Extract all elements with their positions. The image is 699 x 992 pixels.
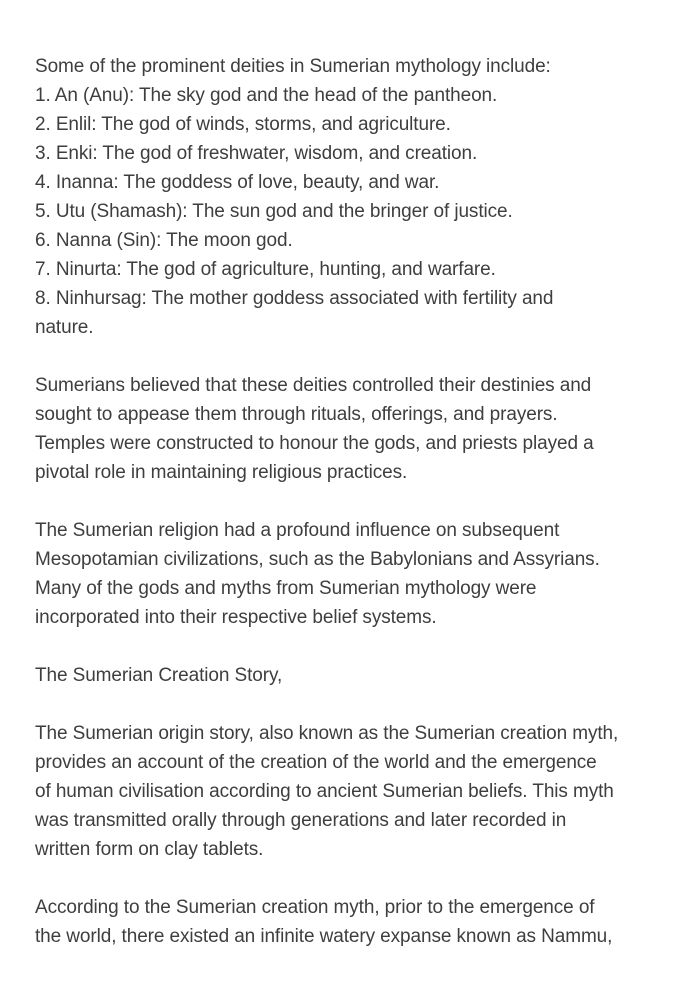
text-line: 5. Utu (Shamash): The sun god and the bringer of justice. xyxy=(35,201,513,222)
text-line: Temples were constructed to honour the gods, and priests played a xyxy=(35,433,594,454)
text-line: 4. Inanna: The goddess of love, beauty, and war. xyxy=(35,172,440,193)
text-line: Many of the gods and myths from Sumerian mythology were xyxy=(35,578,537,599)
text-line: pivotal role in maintaining religious practices. xyxy=(35,462,408,483)
text-line: 3. Enki: The god of freshwater, wisdom, and creation. xyxy=(35,143,478,164)
document-content xyxy=(35,52,669,951)
text-line: The Sumerian Creation Story, xyxy=(35,665,283,686)
text-line: 8. Ninhursag: The mother goddess associated with fertility and xyxy=(35,288,554,309)
text-line: incorporated into their respective belief systems. xyxy=(35,607,437,628)
paragraph-influence-paragraph xyxy=(35,516,669,632)
text-line: 7. Ninurta: The god of agriculture, hunting, and warfare. xyxy=(35,259,496,280)
text-line: of human civilisation according to ancient Sumerian beliefs. This myth xyxy=(35,781,614,802)
text-line: Sumerians believed that these deities controlled their destinies and xyxy=(35,375,592,396)
text-line: Mesopotamian civilizations, such as the Babylonians and Assyrians. xyxy=(35,549,600,570)
text-line: The Sumerian religion had a profound influence on subsequent xyxy=(35,520,560,541)
text-line: 6. Nanna (Sin): The moon god. xyxy=(35,230,293,251)
text-line: nature. xyxy=(35,317,94,338)
paragraph-nammu-paragraph xyxy=(35,893,669,951)
text-line: 2. Enlil: The god of winds, storms, and agriculture. xyxy=(35,114,451,135)
text-line: written form on clay tablets. xyxy=(35,839,264,860)
text-line: The Sumerian origin story, also known as the Sumerian creation myth, xyxy=(35,723,619,744)
paragraph-origin-story-paragraph xyxy=(35,719,669,864)
text-line: the world, there existed an infinite watery expanse known as Nammu, xyxy=(35,926,613,947)
text-line: sought to appease them through rituals, offerings, and prayers. xyxy=(35,404,558,425)
text-line: provides an account of the creation of the world and the emergence xyxy=(35,752,597,773)
paragraph-creation-story-heading xyxy=(35,661,669,690)
paragraph-beliefs-paragraph xyxy=(35,371,669,487)
paragraph-deity-list xyxy=(35,52,669,342)
text-line: 1. An (Anu): The sky god and the head of the pantheon. xyxy=(35,85,498,106)
text-line: was transmitted orally through generations and later recorded in xyxy=(35,810,567,831)
text-line: According to the Sumerian creation myth, prior to the emergence of xyxy=(35,897,595,918)
text-line: Some of the prominent deities in Sumerian mythology include: xyxy=(35,56,551,77)
